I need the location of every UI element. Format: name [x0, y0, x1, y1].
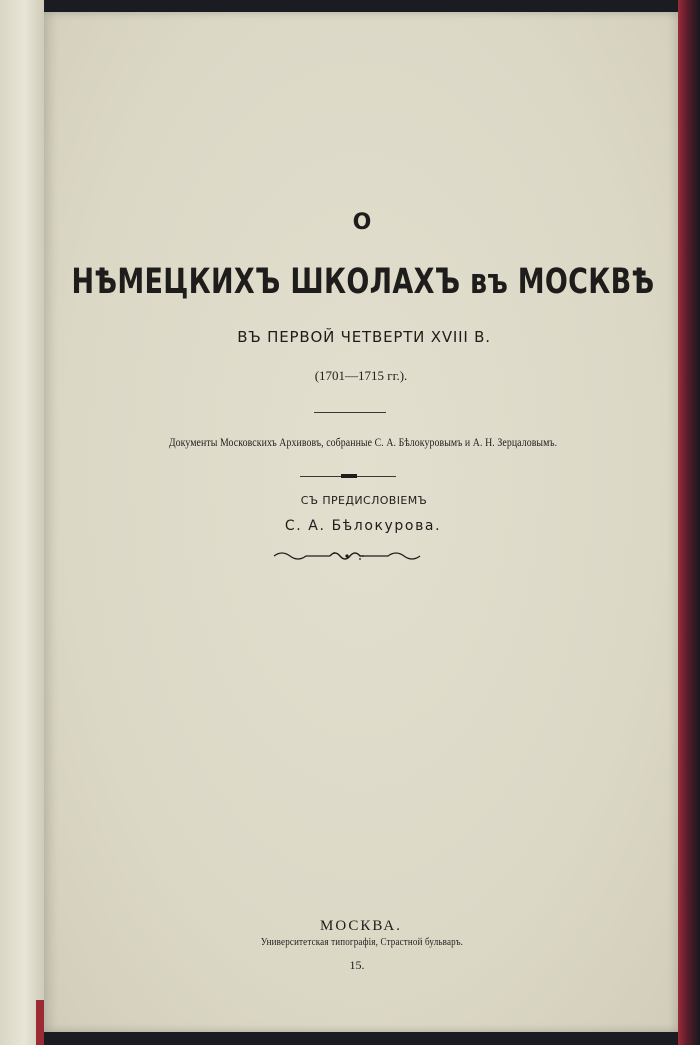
documents-line: Документы Московскихъ Архивовъ, собранные С. А. Бѣлокуровымъ и А. Н. Зерцаловымъ. — [168, 435, 558, 449]
title-preposition: О — [352, 210, 372, 235]
subtitle: ВЪ ПЕРВОЙ ЧЕТВЕРТИ XVIII В. — [237, 328, 491, 346]
divider-dash — [341, 474, 357, 478]
imprint-printer: Университетская типографія, Страстной бульваръ. — [260, 937, 464, 948]
imprint-year: 15. — [349, 958, 365, 972]
title-page — [44, 12, 678, 1032]
divider-rule — [314, 412, 386, 413]
cover-edge — [678, 0, 700, 1045]
imprint-city: МОСКВА. — [319, 918, 402, 934]
foreword-label: СЪ ПРЕДИСЛОВІЕМЪ — [300, 494, 428, 507]
main-title: НѢМЕЦКИХЪ ШКОЛАХЪ въ МОСКВѢ — [71, 262, 655, 303]
foreword-author: С. А. Бѣлокурова. — [284, 518, 442, 534]
book-binding — [0, 0, 44, 1045]
ornament-flourish — [272, 548, 422, 564]
year-range: (1701—1715 гг.). — [314, 368, 408, 383]
